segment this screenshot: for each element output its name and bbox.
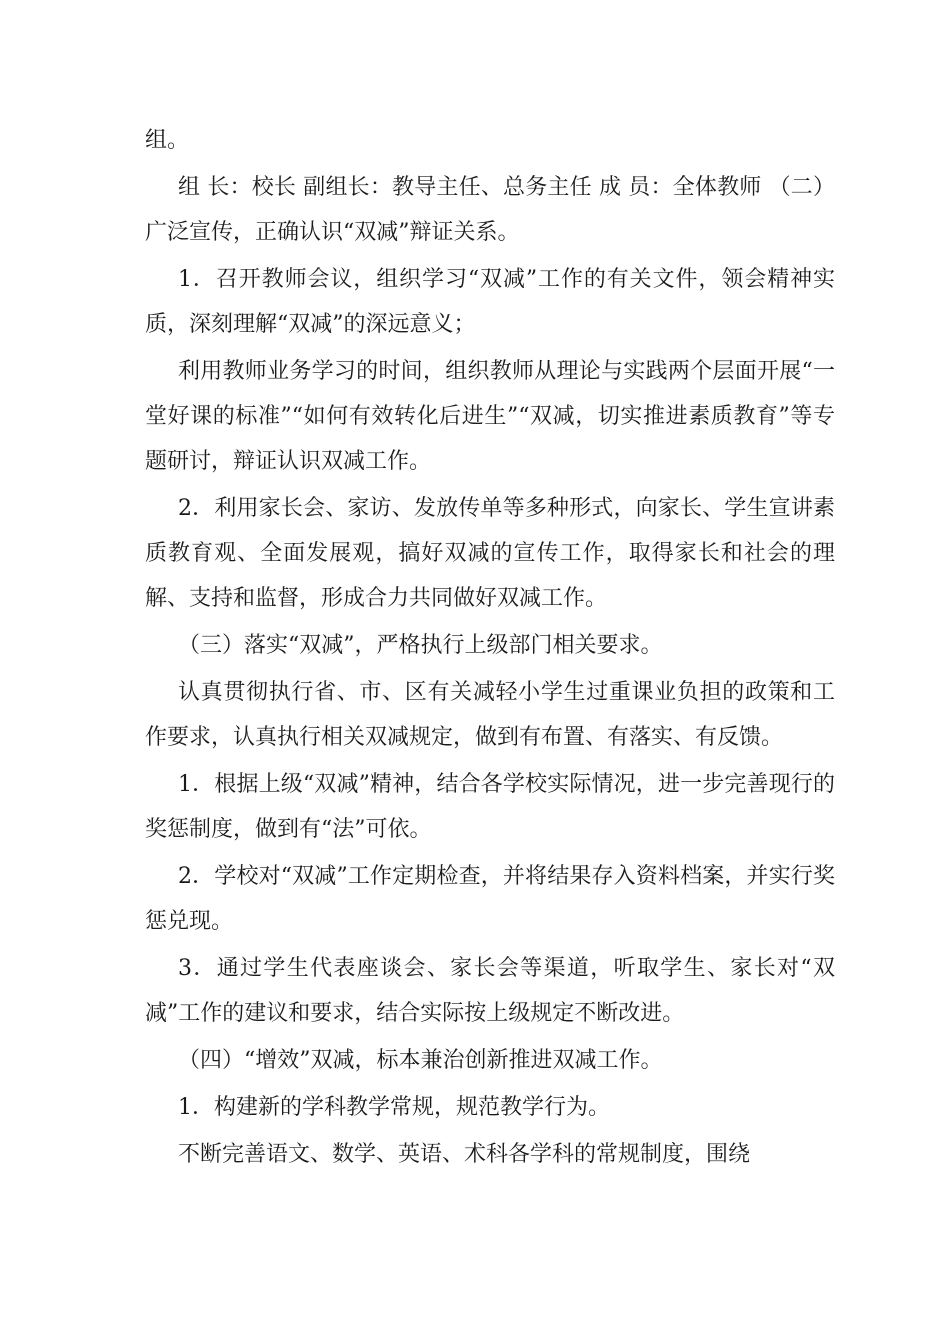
paragraph-13: 不断完善语文、数学、英语、术科各学科的常规制度，围绕 <box>178 1142 751 1167</box>
paragraph-8: 1．根据上级“双减”精神，结合各学校实际情况，进一步完善现行的奖惩制度，做到有“法”可依。 <box>145 772 835 842</box>
paragraph-9: 2．学校对“双减”工作定期检查，并将结果存入资料档案，并实行奖惩兑现。 <box>145 864 835 934</box>
paragraph-6: （三）落实“双减”，严格执行上级部门相关要求。 <box>178 633 663 658</box>
paragraph-12: 1．构建新的学科教学常规，规范教学行为。 <box>178 1095 610 1120</box>
paragraph-2: 组 长：校长 副组长：教导主任、总务主任 成 员：全体教师 （二）广泛宣传，正确认识“双减”辩证关系。 <box>145 175 835 245</box>
paragraph-10: 3．通过学生代表座谈会、家长会等渠道，听取学生、家长对“双减”工作的建议和要求，结合实际按上级规定不断改进。 <box>145 956 835 1026</box>
paragraph-4: 利用教师业务学习的时间，组织教师从理论与实践两个层面开展“一堂好课的标准”“如何有效转化后进生”“双减，切实推进素质教育”等专题研讨，辩证认识双减工作。 <box>145 359 835 474</box>
paragraph-1: 组。 <box>145 128 190 153</box>
paragraph-11: （四）“增效”双减，标本兼治创新推进双减工作。 <box>178 1048 663 1073</box>
paragraph-5: 2．利用家长会、家访、发放传单等多种形式，向家长、学生宣讲素质教育观、全面发展观，搞好双减的宣传工作，取得家长和社会的理解、支持和监督，形成合力共同做好双减工作。 <box>145 496 835 611</box>
document-body <box>145 118 835 1177</box>
paragraph-7: 认真贯彻执行省、市、区有关减轻小学生过重课业负担的政策和工作要求，认真执行相关双减规定，做到有布置、有落实、有反馈。 <box>145 680 835 750</box>
paragraph-3: 1．召开教师会议，组织学习“双减”工作的有关文件，领会精神实质，深刻理解“双减”的深远意义； <box>145 267 835 337</box>
